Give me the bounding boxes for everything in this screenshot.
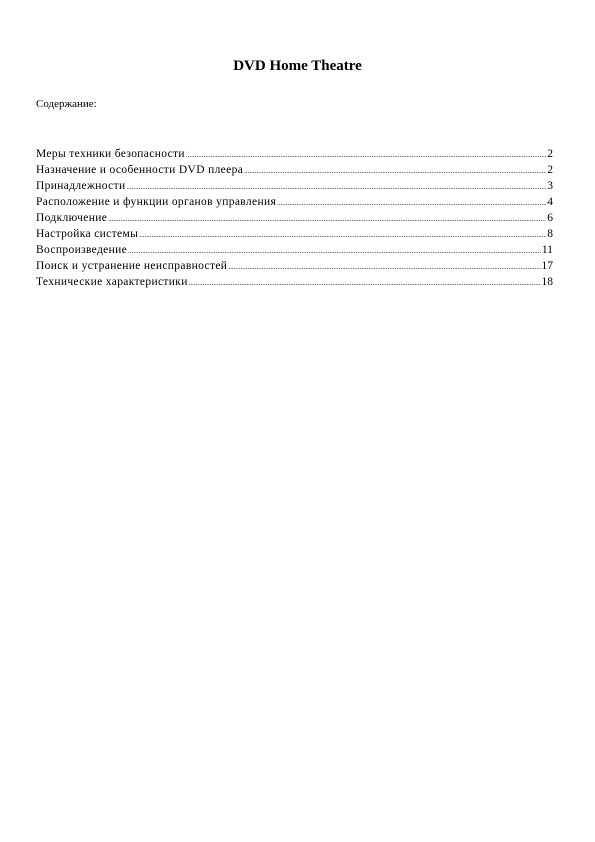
toc-dot-leader — [277, 195, 546, 211]
toc-dot-leader — [228, 259, 540, 275]
toc-entry-playback — [36, 242, 553, 258]
toc-entry-label: Поиск и устранение неисправностей — [36, 260, 228, 272]
toc-entry-connection — [36, 210, 553, 226]
toc-entry-page: 18 — [541, 276, 553, 288]
toc-entry-page: 6 — [547, 212, 553, 224]
toc-entry-label: Расположение и функции органов управления — [36, 196, 277, 208]
toc-entry-accessories — [36, 178, 553, 194]
toc-dot-leader — [189, 275, 541, 291]
toc-dot-leader — [128, 243, 541, 259]
toc-dot-leader — [108, 211, 546, 227]
toc-entry-controls — [36, 194, 553, 210]
toc-entry-page: 17 — [541, 260, 553, 272]
toc-entry-label: Технические характеристики — [36, 276, 188, 288]
toc-dot-leader — [244, 163, 546, 179]
toc-entry-label: Меры техники безопасности — [36, 148, 185, 160]
toc-entry-page: 4 — [547, 196, 553, 208]
toc-entry-safety — [36, 146, 553, 162]
toc-entry-setup — [36, 226, 553, 242]
toc-entry-label: Назначение и особенности DVD плеера — [36, 164, 244, 176]
toc-entry-specifications — [36, 274, 553, 290]
toc-dot-leader — [126, 179, 546, 195]
toc-entry-purpose — [36, 162, 553, 178]
toc-entry-label: Подключение — [36, 212, 108, 224]
document-title: DVD Home Theatre — [233, 58, 362, 74]
toc-entry-label: Настройка системы — [36, 228, 139, 240]
toc-entry-page: 2 — [547, 164, 553, 176]
toc-dot-leader — [186, 147, 546, 163]
toc-entry-label: Принадлежности — [36, 180, 126, 192]
toc-entry-troubleshooting — [36, 258, 553, 274]
toc-entry-label: Воспроизведение — [36, 244, 128, 256]
toc-entry-page: 11 — [541, 244, 553, 256]
table-of-contents — [36, 146, 553, 290]
toc-dot-leader — [139, 227, 546, 243]
toc-entry-page: 2 — [547, 148, 553, 160]
toc-entry-page: 8 — [547, 228, 553, 240]
contents-heading: Содержание: — [36, 98, 97, 110]
toc-entry-page: 3 — [547, 180, 553, 192]
